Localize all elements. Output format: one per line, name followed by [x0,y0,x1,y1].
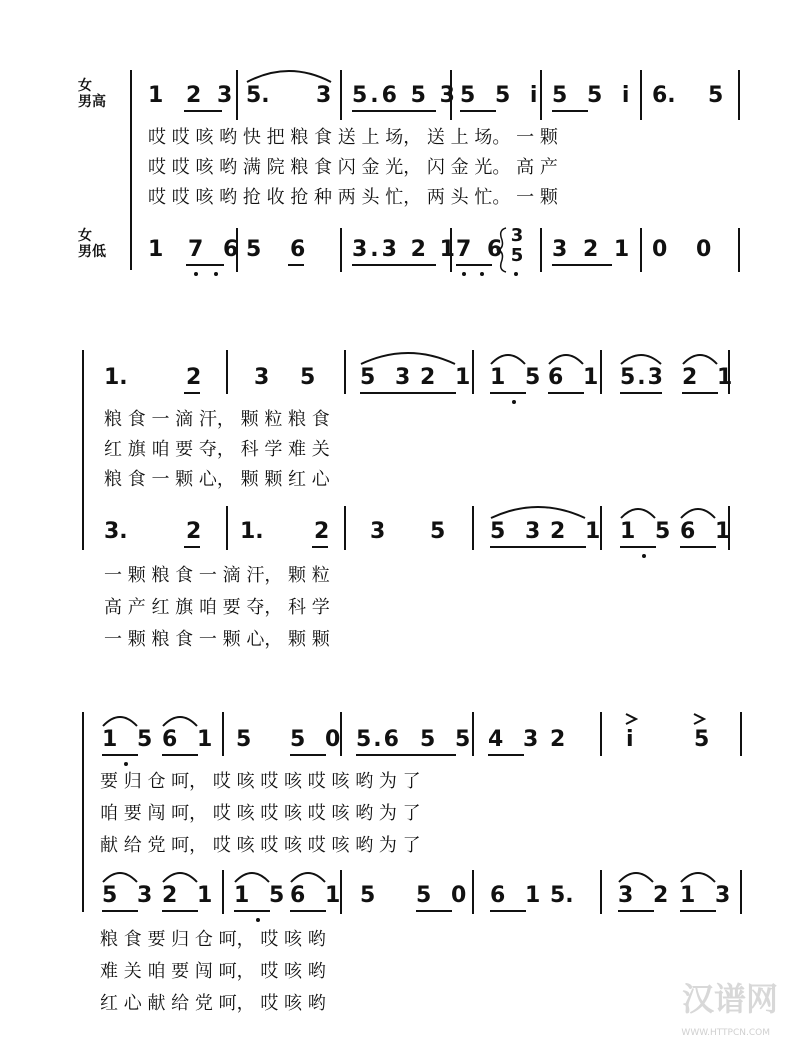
lyric-line: 红 旗 咱 要 夺， 科 学 难 关 [104,439,330,460]
note-group: 5 5 i [552,83,636,108]
note-group: 2 3 [186,83,237,108]
note-group: 3 2 [618,883,675,908]
note-group: 5.6 5 3 [352,83,458,108]
lyric-line: 难 关 咱 要 闯 呵， 哎 咳 哟 [100,961,326,982]
note-group: 1 5 [234,883,291,908]
note-group: 2 1 [550,519,607,544]
note-group: 1 [148,83,164,108]
note-group: 1 5 [490,365,547,390]
note-group: 6 1 [548,365,605,390]
system-brace [82,712,84,912]
note-group: 6 1 [162,727,219,752]
note-group: 1 5 [620,519,677,544]
lyric-line: 哎 哎 咳 哟 抢 收 抢 种 两 头 忙， 两 头 忙。 一 颗 [148,187,558,208]
note-group: 0 [696,237,712,262]
system-brace [82,350,84,550]
chord-note: 3 5 [510,225,524,266]
lyric-line: 红 心 献 给 党 呵， 哎 咳 哟 [100,993,326,1014]
note-group: 6 1 [290,883,347,908]
note-group: 7 6 [188,237,245,262]
note-group: 2 [186,519,202,544]
lyric-line: 咱 要 闯 呵， 哎 咳 哎 咳 哎 咳 哟 为 了 [100,803,421,824]
note-group: 5 [708,83,724,108]
note-group: 5.3 [620,365,665,390]
note-group: 4 3 [488,727,545,752]
watermark-url: WWW.HTTPCN.COM [681,1028,770,1038]
lyric-line: 粮 食 一 颗 心， 颗 颗 红 心 [104,469,330,490]
note-group: 5 [360,883,376,908]
label-female-male-high: 女 男高 [78,78,106,110]
note-group: 6 [290,237,306,262]
note-group: 3 [370,519,386,544]
note-group: 5.6 [356,727,401,752]
note-group: 5 0 [290,727,347,752]
note-group: 1 [148,237,164,262]
note-group: 6. [652,83,676,108]
note-group: 5. [550,883,574,908]
note-group: 2 1 [162,883,219,908]
watermark-logo: 汉谱网 [681,980,778,1018]
note-group: 5 3 [102,883,159,908]
note-group: 5 0 [416,883,473,908]
system-brace [130,70,132,270]
note-group: 1. [104,365,128,390]
note-group: 5 3 [490,519,547,544]
note-group: 2 [186,365,202,390]
lyric-line: 一 颗 粮 食 一 颗 心， 颗 颗 [104,629,330,650]
note-group: 2 [550,727,566,752]
note-group: 5 [430,519,446,544]
note-group: i [626,727,634,752]
lyric-line: 哎 哎 咳 哟 快 把 粮 食 送 上 场， 送 上 场。 一 颗 [148,127,558,148]
note-group: 5. [246,83,270,108]
note-group: 5 5 [420,727,477,752]
lyric-line: 粮 食 要 归 仓 呵， 哎 咳 哟 [100,929,326,950]
note-group: 1 3 [680,883,737,908]
note-group: 3. [104,519,128,544]
lyric-line: 高 产 红 旗 咱 要 夺， 科 学 [104,597,330,618]
note-group: 1. [240,519,264,544]
note-group: 5 3 [360,365,417,390]
note-group: 2 1 [420,365,477,390]
note-group: 3 [316,83,332,108]
label-female-male-low: 女 男低 [78,228,106,260]
note-group: 5 [236,727,252,752]
note-group: 0 [652,237,668,262]
lyric-line: 哎 哎 咳 哟 满 院 粮 食 闪 金 光， 闪 金 光。 高 产 [148,157,558,178]
note-group: 6 1 [490,883,547,908]
lyric-line: 要 归 仓 呵， 哎 咳 哎 咳 哎 咳 哟 为 了 [100,771,421,792]
note-group: 7 6 [456,237,507,262]
note-group: 1 5 [102,727,159,752]
note-group: 5 [300,365,316,390]
lyric-line: 粮 食 一 滴 汗， 颗 粒 粮 食 [104,409,330,430]
note-group: 5 [246,237,262,262]
note-group: 6 1 [680,519,737,544]
note-group: 2 [314,519,330,544]
lyric-line: 献 给 党 呵， 哎 咳 哎 咳 哎 咳 哟 为 了 [100,835,421,856]
note-group: 3 [254,365,270,390]
note-group: 3.3 2 1 [352,237,458,262]
note-group: 3 2 1 [552,237,634,262]
lyric-line: 一 颗 粮 食 一 滴 汗， 颗 粒 [104,565,330,586]
note-group: 5 5 i [460,83,544,108]
note-group: 5 [694,727,710,752]
note-group: 2 1 [682,365,739,390]
